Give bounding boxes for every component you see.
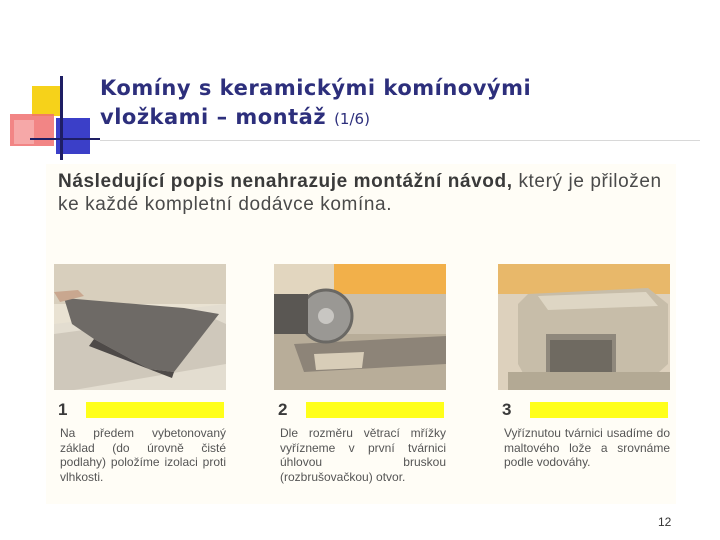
step-2 (274, 264, 452, 484)
step-1-photo (54, 264, 226, 390)
page-number: 12 (658, 515, 672, 529)
scanned-instruction-image (46, 164, 676, 504)
step-3 (498, 264, 676, 470)
deco-vertical-line (60, 76, 63, 160)
step-1-highlight-bar (86, 402, 224, 418)
step-1-number: 1 (58, 400, 68, 419)
step-2-description: Dle rozměru větrací mřížky vyřízneme v první tvárnici úhlovou bruskou (rozbrušovačkou) otvor. (280, 426, 446, 484)
title-line-2-text: vložkami – montáž (100, 105, 327, 129)
step-2-highlight-bar (306, 402, 444, 418)
title-line-2 (100, 103, 660, 134)
step-3-number: 3 (502, 400, 512, 419)
page-indicator: (1/6) (334, 110, 370, 128)
title-line-1: Komíny s keramickými komínovými (100, 76, 532, 100)
step-3-photo (498, 264, 670, 390)
step-1 (54, 264, 232, 484)
deco-pink-square (14, 120, 34, 144)
step-2-number: 2 (278, 400, 288, 419)
decorative-logo (0, 0, 100, 170)
slide-title (100, 74, 660, 134)
intro-normal: který je přiložen ke každé kompletní dodávce komína. (58, 171, 662, 215)
step-1-description: Na předem vybetonovaný základ (do úrovně čisté podlahy) položíme izolaci proti vlhkosti. (60, 426, 226, 484)
intro-bold: Následující popis nenahrazuje montážní návod, (58, 171, 513, 192)
title-divider (100, 140, 700, 141)
deco-yellow-square (32, 86, 62, 116)
intro-text (58, 170, 673, 216)
deco-horizontal-line (30, 138, 100, 140)
step-2-photo (274, 264, 446, 390)
step-3-description: Vyříznutou tvárnici usadíme do maltového lože a srovnáme podle vodováhy. (504, 426, 670, 469)
step-3-highlight-bar (530, 402, 668, 418)
